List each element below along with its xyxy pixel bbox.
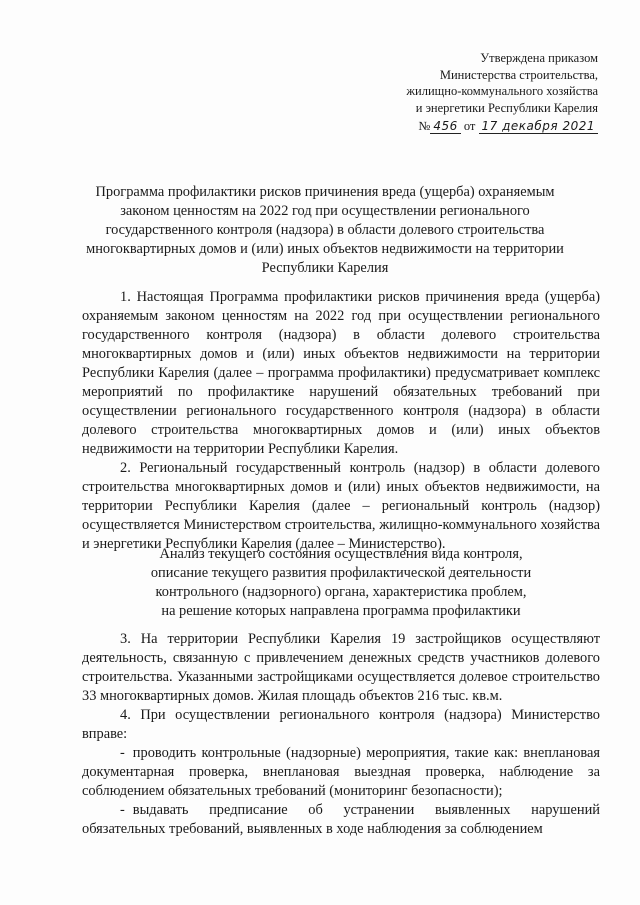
paragraph-1: 1. Настоящая Программа профилактики рисков причинения вреда (ущерба) охраняемым законом ценностям на 2022 год при осуществлении регионального государственного контроля (надзора) в области долевого строительства многоквартирных домов и (или) иных объектов недвижимости на территории Республики Карелия (далее – программа профилактики) предусматривает комплекс мероприятий по профилактике нарушений обязательных требований при осуществлении регионального государственного контроля (надзора) в области долевого строительства многоквартирных домов и (или) иных объектов недвижимости на территории Республики Карелия.: [82, 289, 600, 457]
bullet-item-2-text: выдавать предписание об устранении выявленных нарушений обязательных требований, выявленных в ходе наблюдения за соблюдением: [82, 802, 600, 837]
bullet-item-1-text: проводить контрольные (надзорные) мероприятия, такие как: внеплановая документарная проверка, внеплановая выездная проверка, наблюдение за соблюдением обязательных требований (мониторинг безопасности);: [82, 745, 600, 799]
section-paragraphs: [82, 630, 600, 839]
paragraph-2: 2. Региональный государственный контроль (надзор) в области долевого строительства многоквартирных домов и (или) иных объектов недвижимости, на территории Республики Карелия (далее – региональный контроль (надзор) осуществляется Министерством строительства, жилищно-коммунального хозяйства и энергетики Республики Карелия (далее – Министерство).: [82, 460, 600, 552]
document-title: Программа профилактики рисков причинения вреда (ущерба) охраняемым законом ценностям на 2022 год при осуществлении регионального государственного контроля (надзора) в области долевого строительства многоквартирных домов и (или) иных объектов недвижимости на территории Республики Карелия: [86, 184, 564, 276]
dash-bullet-icon: -: [120, 802, 125, 818]
order-date-label: от: [463, 119, 476, 133]
paragraph-4: 4. При осуществлении регионального контроля (надзора) Министерство вправе:: [82, 707, 600, 742]
section-heading-line-3: контрольного (надзорного) органа, характеристика проблем,: [155, 584, 527, 600]
dash-bullet-icon: -: [120, 745, 125, 761]
section-heading-line-2: описание текущего развития профилактической деятельности: [150, 565, 532, 581]
order-number-label: №: [418, 119, 431, 133]
intro-paragraphs: [82, 288, 600, 554]
section-heading-line-4: на решение которых направлена программа профилактики: [161, 603, 521, 619]
order-number-line: [338, 118, 598, 135]
approval-stamp-block: [338, 50, 598, 135]
section-heading-line-1: Анализ текущего состояния осуществления вида контроля,: [159, 546, 523, 562]
approval-line-4: и энергетики Республики Карелия: [415, 100, 598, 115]
bullet-item-2: [82, 801, 600, 839]
order-date-handwritten: 17 декабря 2021: [479, 119, 598, 134]
paragraph-3: 3. На территории Республики Карелия 19 застройщиков осуществляют деятельность, связанную с привлечением денежных средств участников долевого строительства. Указанными застройщиками осуществляется долевое строительство 33 многоквартирных домов. Жилая площадь объектов 216 тыс. кв.м.: [82, 631, 600, 704]
order-number-handwritten: 456: [430, 119, 460, 134]
bullet-item-1: [82, 744, 600, 801]
section-heading: [82, 545, 600, 621]
approval-line-1: Утверждена приказом: [480, 51, 598, 65]
approval-line-3: жилищно-коммунального хозяйства: [406, 84, 598, 98]
approval-line-2: Министерства строительства,: [439, 67, 598, 82]
